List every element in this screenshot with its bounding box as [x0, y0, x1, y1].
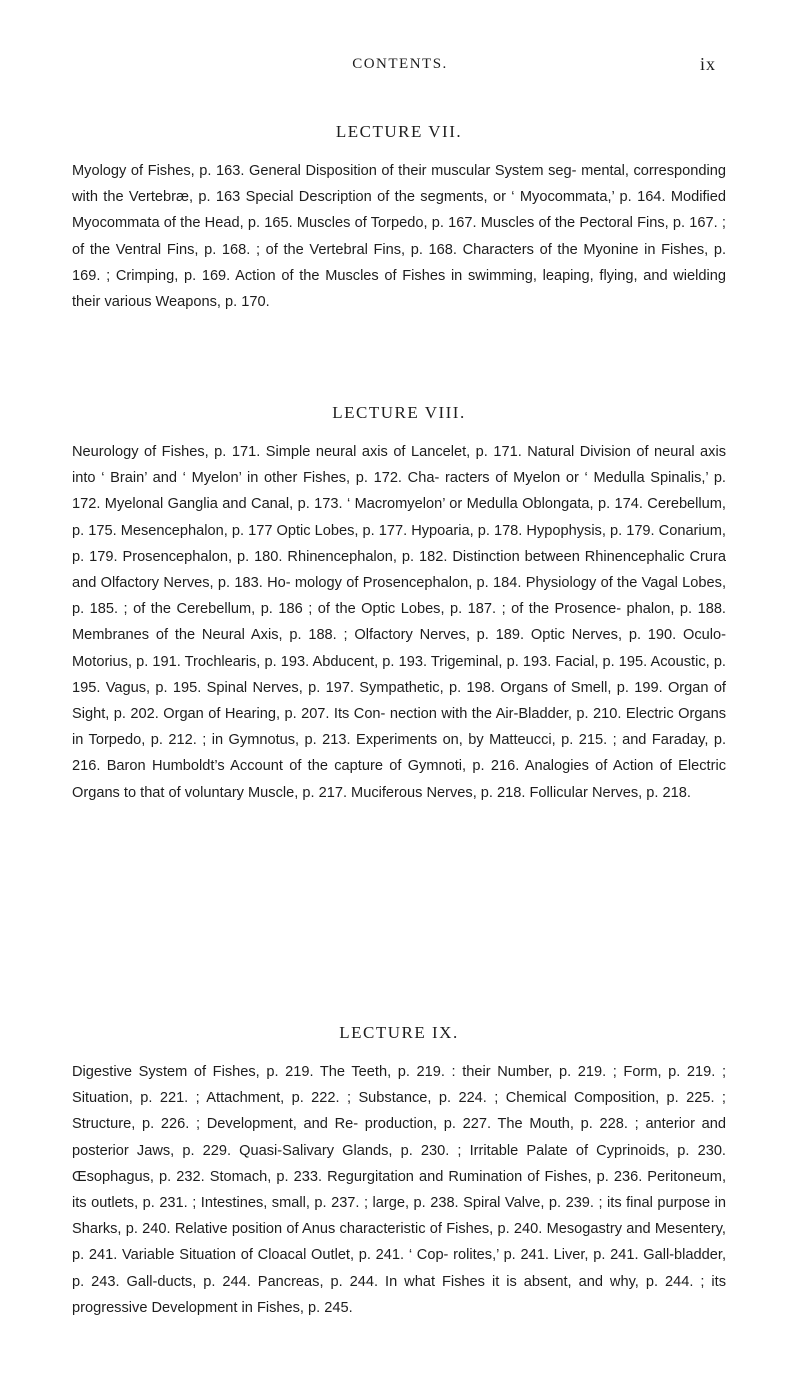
- lecture-heading: LECTURE VII.: [335, 122, 463, 141]
- lecture-section-ix: [72, 1023, 726, 1321]
- running-head: [0, 56, 800, 80]
- lecture-summary: Myology of Fishes, p. 163. General Disposition of their muscular System seg- mental, corresponding with the Vertebræ, p. 163 Special Description of the segments, or ‘ Myocommata,’ p. 164. Modified Myocommata of the Head, p. 165. Muscles of Torpedo, p. 167. Muscles of the Pectoral Fins, p. 167. ; of the Ventral Fins, p. 168. ; of the Vertebral Fins, p. 168. Characters of the Myonine in Fishes, p. 169. ; Crimping, p. 169. Action of the Muscles of Fishes in swimming, leaping, flying, and wielding their various Weapons, p. 170.: [72, 163, 726, 311]
- running-title: CONTENTS.: [352, 56, 448, 72]
- lecture-heading: LECTURE VIII.: [332, 403, 466, 422]
- lecture-section-viii: [72, 403, 726, 806]
- lecture-summary: Digestive System of Fishes, p. 219. The Teeth, p. 219. : their Number, p. 219. ; Form, p. 219. ; Situation, p. 221. ; Attachment, p. 222. ; Substance, p. 224. ; Chemical Composition, p. 225. ; Structure, p. 226. ; Development, and Re- production, p. 227. The Mouth, p. 228. ; anterior and posterior Jaws, p. 229. Quasi-Salivary Glands, p. 230. ; Irritable Palate of Cyprinoids, p. 230. Œsophagus, p. 232. Stomach, p. 233. Regurgitation and Rumination of Fishes, p. 236. Peritoneum, its outlets, p. 231. ; Intestines, small, p. 237. ; large, p. 238. Spiral Valve, p. 239. ; its final purpose in Sharks, p. 240. Relative position of Anus characteristic of Fishes, p. 240. Mesogastry and Mesentery, p. 241. Variable Situation of Cloacal Outlet, p. 241. ‘ Cop- rolites,’ p. 241. Liver, p. 241. Gall-bladder, p. 243. Gall-ducts, p. 244. Pancreas, p. 244. In what Fishes it is absent, and why, p. 244. ; its progressive Development in Fishes, p. 245.: [72, 1064, 726, 1316]
- page-number: ix: [699, 54, 716, 74]
- lecture-summary: Neurology of Fishes, p. 171. Simple neural axis of Lancelet, p. 171. Natural Division of neural axis into ‘ Brain’ and ‘ Myelon’ in other Fishes, p. 172. Cha- racters of Myelon or ‘ Medulla Spinalis,’ p. 172. Myelonal Ganglia and Canal, p. 173. ‘ Macromyelon’ or Medulla Oblongata, p. 174. Cerebellum, p. 175. Mesencephalon, p. 177 Optic Lobes, p. 177. Hypoaria, p. 178. Hypophysis, p. 179. Conarium, p. 179. Prosencephalon, p. 180. Rhinencephalon, p. 182. Distinction between Rhinencephalic Crura and Olfactory Nerves, p. 183. Ho- mology of Prosencephalon, p. 184. Physiology of the Vagal Lobes, p. 185. ; of the Cerebellum, p. 186 ; of the Optic Lobes, p. 187. ; of the Prosence- phalon, p. 188. Membranes of the Neural Axis, p. 188. ; Olfactory Nerves, p. 189. Optic Nerves, p. 190. Oculo-Motorius, p. 191. Trochlearis, p. 193. Abducent, p. 193. Trigeminal, p. 193. Facial, p. 195. Acoustic, p. 195. Vagus, p. 195. Spinal Nerves, p. 197. Sympathetic, p. 198. Organs of Smell, p. 199. Organ of Sight, p. 202. Organ of Hearing, p. 207. Its Con- nection with the Air-Bladder, p. 210. Electric Organs in Torpedo, p. 212. ; in Gymnotus, p. 213. Experiments on, by Matteucci, p. 215. ; and Faraday, p. 216. Baron Humboldt’s Account of the capture of Gymnoti, p. 216. Analogies of Action of Electric Organs to that of voluntary Muscle, p. 217. Muciferous Nerves, p. 218. Follicular Nerves, p. 218.: [72, 444, 726, 801]
- lecture-section-vii: [72, 122, 726, 315]
- lecture-heading: LECTURE IX.: [339, 1023, 459, 1042]
